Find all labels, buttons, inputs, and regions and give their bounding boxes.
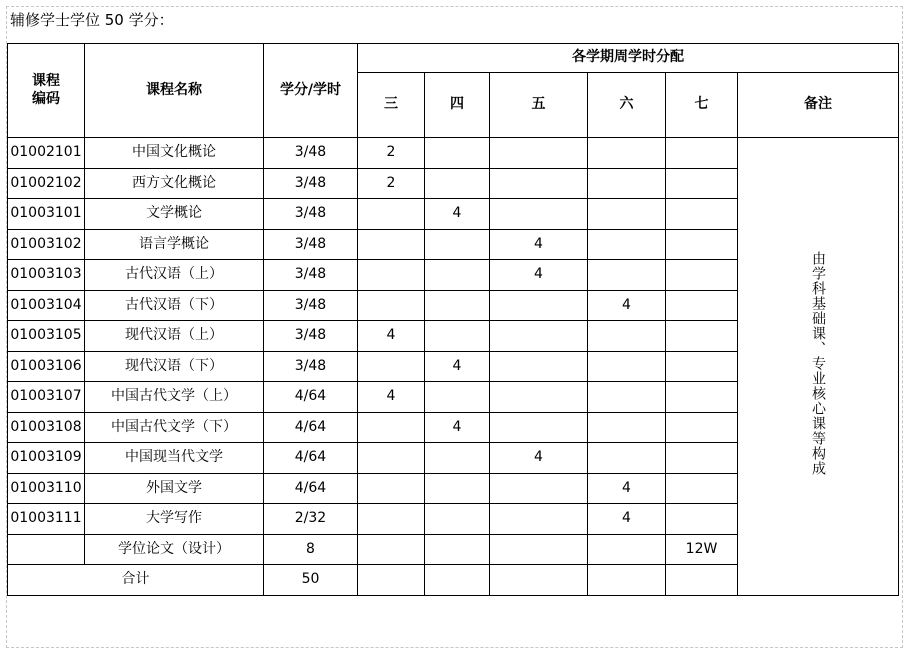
course-code-cell: 01003105 [8, 321, 85, 352]
sem7-cell [666, 168, 738, 199]
sem5-cell [490, 473, 588, 504]
sem5-cell [490, 321, 588, 352]
course-name-cell: 中国古代文学（上） [85, 382, 264, 413]
sem3-cell [358, 412, 425, 443]
sem6-cell [588, 351, 666, 382]
sem7-cell [666, 290, 738, 321]
sem7-cell [666, 443, 738, 474]
sem3-cell [358, 260, 425, 291]
sem7-cell [666, 199, 738, 230]
col-header-sem-6: 六 [588, 73, 666, 138]
sem6-cell [588, 199, 666, 230]
sem5-cell [490, 412, 588, 443]
course-code-cell: 01003104 [8, 290, 85, 321]
sem3-cell [358, 229, 425, 260]
course-name-cell: 古代汉语（上） [85, 260, 264, 291]
sem5-cell [490, 290, 588, 321]
sem3-cell [358, 290, 425, 321]
sem5-cell [490, 199, 588, 230]
sem3-cell [358, 473, 425, 504]
course-name-cell: 语言学概论 [85, 229, 264, 260]
sem3-cell [358, 443, 425, 474]
course-name-cell: 中国现当代文学 [85, 443, 264, 474]
sem6-cell [588, 382, 666, 413]
sem4-cell [425, 321, 490, 352]
course-name-cell: 文学概论 [85, 199, 264, 230]
sem7-cell [666, 260, 738, 291]
credit-cell: 4/64 [264, 443, 358, 474]
course-plan-table [7, 43, 899, 596]
sem4-cell: 4 [425, 199, 490, 230]
sem7-cell [666, 382, 738, 413]
course-code-cell: 01003107 [8, 382, 85, 413]
course-code-cell: 01003109 [8, 443, 85, 474]
sem5-cell [490, 534, 588, 565]
credit-cell: 3/48 [264, 199, 358, 230]
course-code-cell: 01003101 [8, 199, 85, 230]
col-header-weekly-hours-group: 各学期周学时分配 [358, 44, 899, 73]
sem7-cell [666, 565, 738, 596]
sem6-cell [588, 534, 666, 565]
credit-cell: 3/48 [264, 351, 358, 382]
course-name-cell: 西方文化概论 [85, 168, 264, 199]
table-row [8, 138, 899, 169]
course-name-cell: 现代汉语（上） [85, 321, 264, 352]
sem4-cell [425, 229, 490, 260]
sem7-cell [666, 229, 738, 260]
credit-cell: 4/64 [264, 473, 358, 504]
credit-cell: 2/32 [264, 504, 358, 535]
col-header-sem-4: 四 [425, 73, 490, 138]
sem3-cell [358, 351, 425, 382]
sem3-cell [358, 504, 425, 535]
course-code-cell: 01003102 [8, 229, 85, 260]
col-header-remark: 备注 [738, 73, 899, 138]
sem7-cell [666, 412, 738, 443]
credit-cell: 3/48 [264, 260, 358, 291]
sem4-cell [425, 473, 490, 504]
sem3-cell [358, 199, 425, 230]
credit-cell: 4/64 [264, 412, 358, 443]
sem4-cell [425, 504, 490, 535]
sem5-cell: 4 [490, 229, 588, 260]
course-code-cell: 01003103 [8, 260, 85, 291]
sem7-cell: 12W [666, 534, 738, 565]
course-code-cell: 01002101 [8, 138, 85, 169]
sem4-cell [425, 382, 490, 413]
course-name-cell: 外国文学 [85, 473, 264, 504]
total-label-cell: 合计 [8, 565, 264, 596]
course-name-cell: 大学写作 [85, 504, 264, 535]
credit-cell: 3/48 [264, 168, 358, 199]
sem3-cell [358, 565, 425, 596]
sem6-cell: 4 [588, 473, 666, 504]
sem7-cell [666, 504, 738, 535]
sem3-cell: 4 [358, 382, 425, 413]
remark-cell [738, 138, 899, 596]
course-name-cell: 中国古代文学（下） [85, 412, 264, 443]
credit-cell: 3/48 [264, 138, 358, 169]
col-header-credit-hours: 学分/学时 [264, 44, 358, 138]
course-code-cell: 01003106 [8, 351, 85, 382]
sem5-cell [490, 351, 588, 382]
course-name-cell: 现代汉语（下） [85, 351, 264, 382]
sem4-cell [425, 168, 490, 199]
sem6-cell [588, 565, 666, 596]
sem7-cell [666, 473, 738, 504]
course-code-cell: 01002102 [8, 168, 85, 199]
sem5-cell [490, 382, 588, 413]
course-name-cell: 古代汉语（下） [85, 290, 264, 321]
sem6-cell [588, 260, 666, 291]
credit-cell: 4/64 [264, 382, 358, 413]
total-credit-cell: 50 [264, 565, 358, 596]
col-header-course-code-line2: 编码 [32, 90, 60, 107]
course-code-cell: 01003111 [8, 504, 85, 535]
sem4-cell [425, 443, 490, 474]
course-name-cell: 学位论文（设计） [85, 534, 264, 565]
sem6-cell [588, 443, 666, 474]
sem3-cell: 4 [358, 321, 425, 352]
sem5-cell [490, 168, 588, 199]
sem6-cell [588, 412, 666, 443]
col-header-course-name: 课程名称 [85, 44, 264, 138]
sem6-cell [588, 321, 666, 352]
sem6-cell: 4 [588, 504, 666, 535]
header-row-1 [8, 44, 899, 73]
sem4-cell [425, 260, 490, 291]
sem4-cell [425, 138, 490, 169]
sem6-cell [588, 138, 666, 169]
sem6-cell: 4 [588, 290, 666, 321]
sem5-cell [490, 504, 588, 535]
credit-cell: 3/48 [264, 290, 358, 321]
col-header-sem-7: 七 [666, 73, 738, 138]
sem7-cell [666, 351, 738, 382]
course-code-cell: 01003108 [8, 412, 85, 443]
col-header-course-code-line1: 课程 [32, 73, 60, 89]
course-name-cell: 中国文化概论 [85, 138, 264, 169]
sem4-cell [425, 534, 490, 565]
course-code-cell [8, 534, 85, 565]
remark-vertical-text: 由学科基础课、专业核心课等构成 [810, 251, 827, 477]
sem4-cell: 4 [425, 351, 490, 382]
sem4-cell [425, 565, 490, 596]
sem7-cell [666, 138, 738, 169]
sem3-cell [358, 534, 425, 565]
credit-cell: 8 [264, 534, 358, 565]
sem7-cell [666, 321, 738, 352]
col-header-sem-3: 三 [358, 73, 425, 138]
credit-cell: 3/48 [264, 229, 358, 260]
col-header-course-code [8, 44, 85, 138]
sem3-cell: 2 [358, 168, 425, 199]
doc-title: 辅修学士学位 50 学分： [10, 11, 174, 29]
sem4-cell [425, 290, 490, 321]
sem5-cell [490, 138, 588, 169]
sem5-cell: 4 [490, 260, 588, 291]
course-code-cell: 01003110 [8, 473, 85, 504]
sem6-cell [588, 229, 666, 260]
sem5-cell: 4 [490, 443, 588, 474]
sem6-cell [588, 168, 666, 199]
sem4-cell: 4 [425, 412, 490, 443]
credit-cell: 3/48 [264, 321, 358, 352]
sem5-cell [490, 565, 588, 596]
col-header-sem-5: 五 [490, 73, 588, 138]
sem3-cell: 2 [358, 138, 425, 169]
